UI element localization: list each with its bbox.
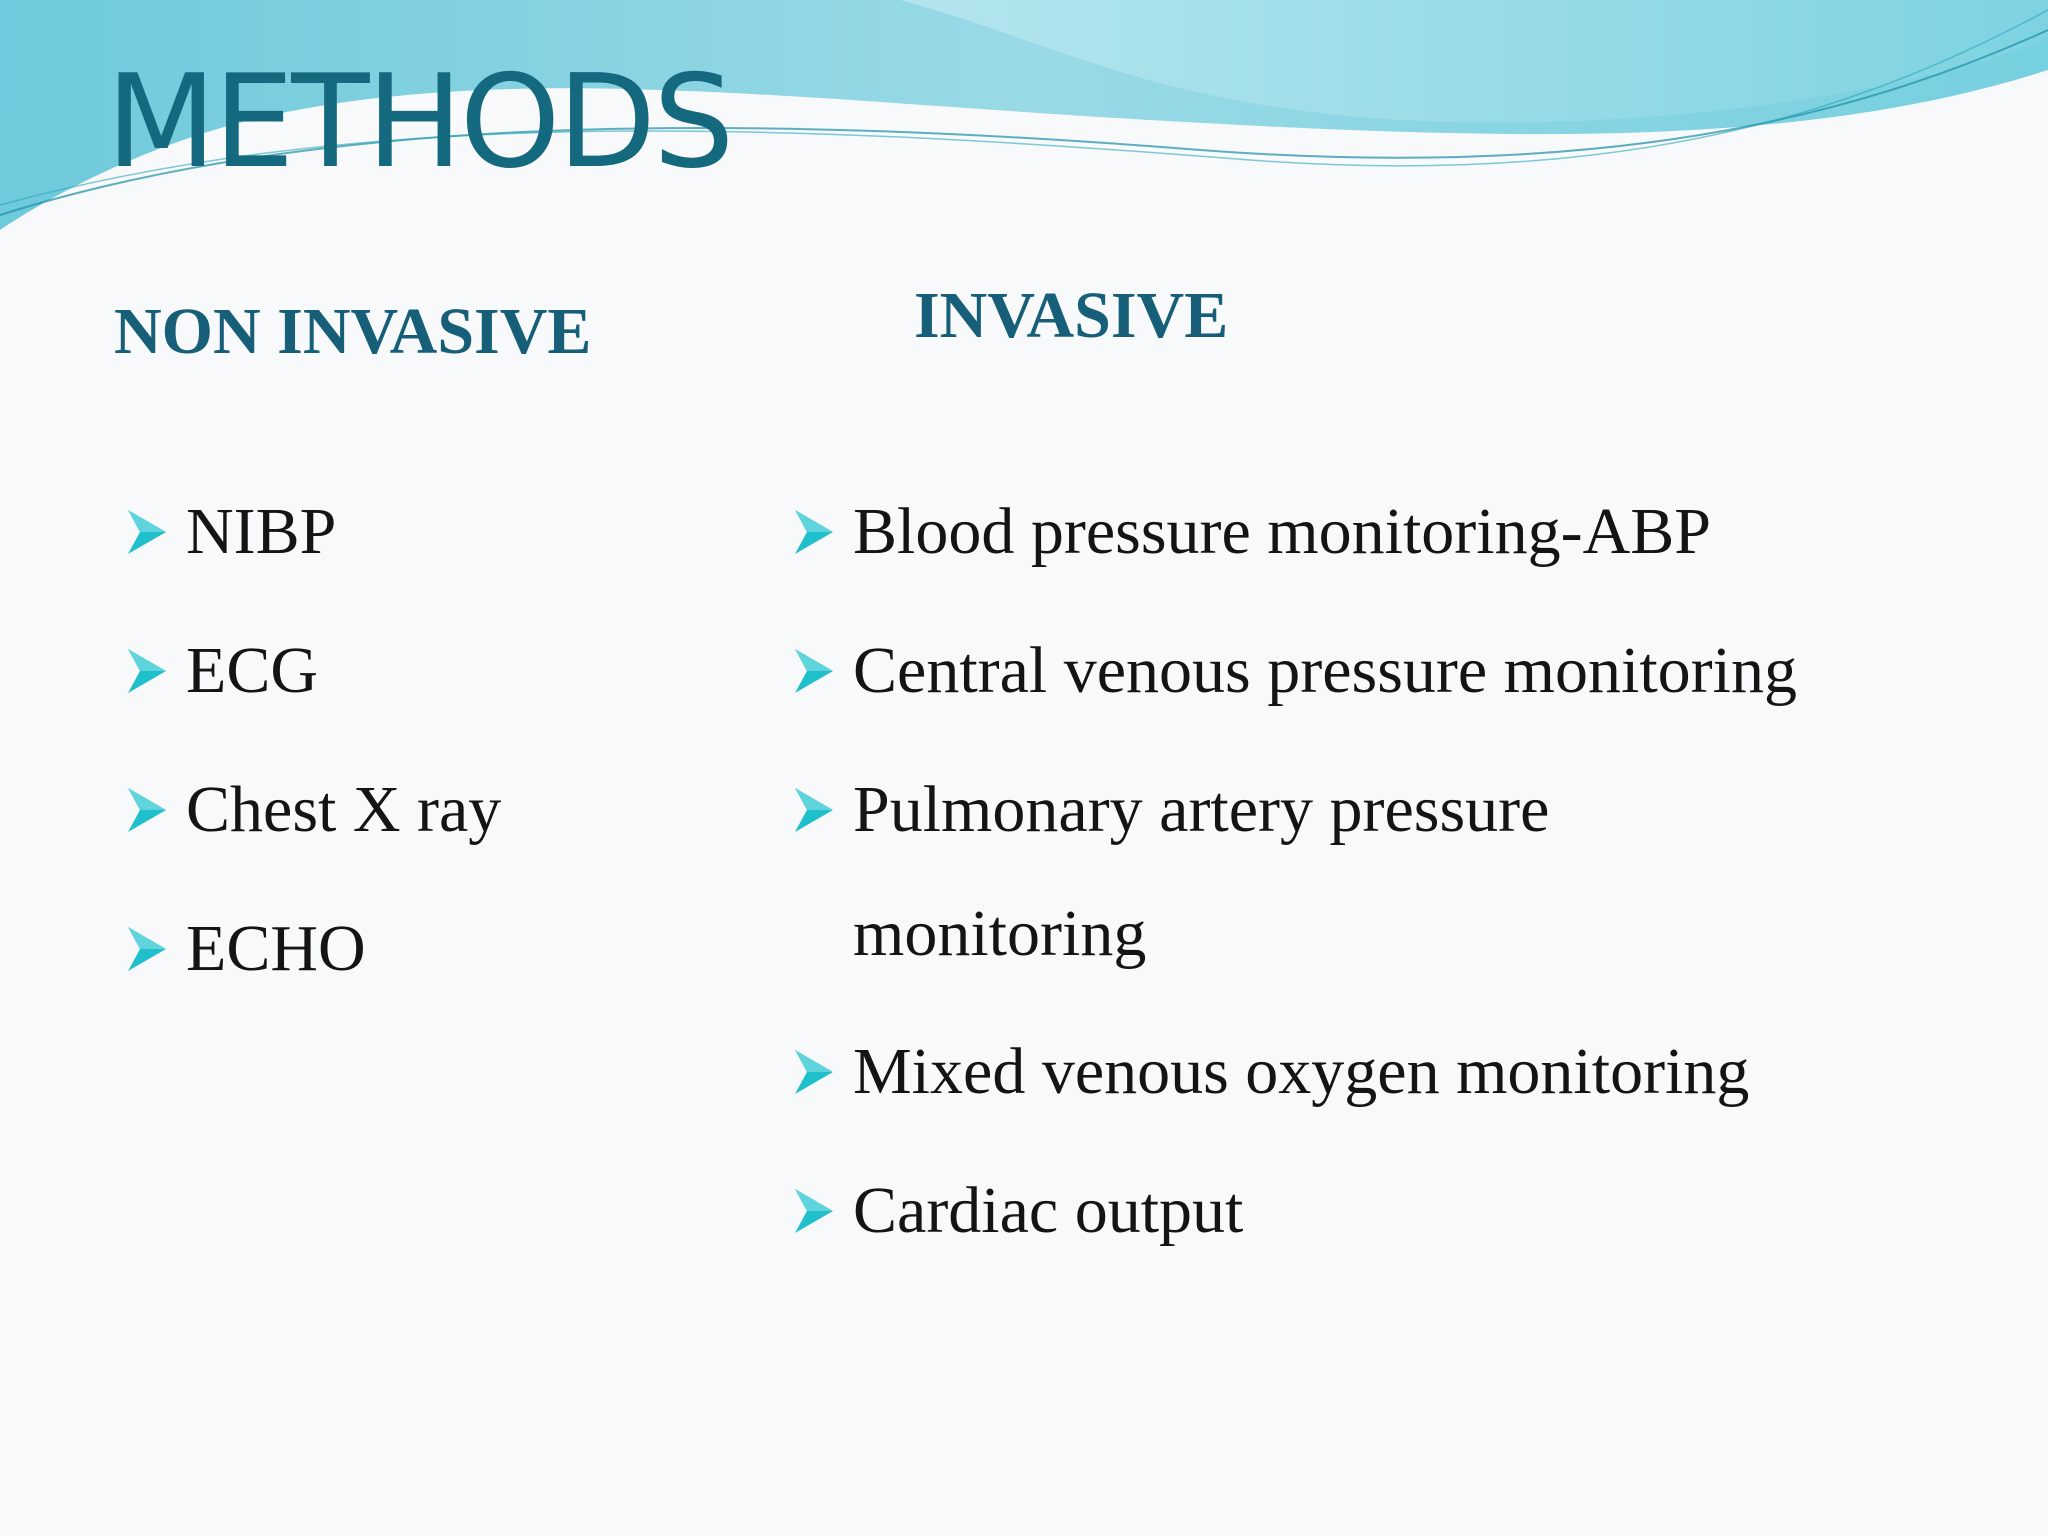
- column-heading-non-invasive: NON INVASIVE: [114, 295, 592, 368]
- list-item-text: ECG: [186, 634, 318, 707]
- arrowhead-bullet-icon: [793, 1187, 835, 1235]
- list-item: [126, 748, 746, 887]
- list-item-text: Cardiac output: [853, 1174, 1244, 1247]
- arrowhead-bullet-icon: [793, 647, 835, 695]
- list-item-text: Central venous pressure monitoring: [853, 634, 1797, 707]
- list-item: [793, 1010, 2013, 1149]
- list-item: [793, 470, 2013, 609]
- list-item-text: Blood pressure monitoring-ABP: [853, 495, 1711, 568]
- list-item-text: Mixed venous oxygen monitoring: [853, 1035, 1750, 1108]
- list-item: [793, 748, 2013, 1010]
- arrowhead-bullet-icon: [793, 1048, 835, 1096]
- list-item-text: Pulmonary artery pressure monitoring: [853, 773, 1550, 970]
- invasive-list: [793, 470, 2013, 1288]
- list-item-text: ECHO: [186, 912, 366, 985]
- arrowhead-bullet-icon: [126, 925, 168, 973]
- slide-title: METHODS: [106, 48, 732, 197]
- arrowhead-bullet-icon: [793, 508, 835, 556]
- list-item: [793, 1149, 2013, 1288]
- list-item: [126, 887, 746, 1026]
- arrowhead-bullet-icon: [126, 647, 168, 695]
- arrowhead-bullet-icon: [126, 786, 168, 834]
- list-item-text: Chest X ray: [186, 773, 502, 846]
- arrowhead-bullet-icon: [793, 786, 835, 834]
- arrowhead-bullet-icon: [126, 508, 168, 556]
- non-invasive-list: [126, 470, 746, 1026]
- list-item: [793, 609, 2013, 748]
- list-item: [126, 470, 746, 609]
- list-item-text: NIBP: [186, 495, 337, 568]
- list-item: [126, 609, 746, 748]
- column-heading-invasive: INVASIVE: [914, 279, 1229, 352]
